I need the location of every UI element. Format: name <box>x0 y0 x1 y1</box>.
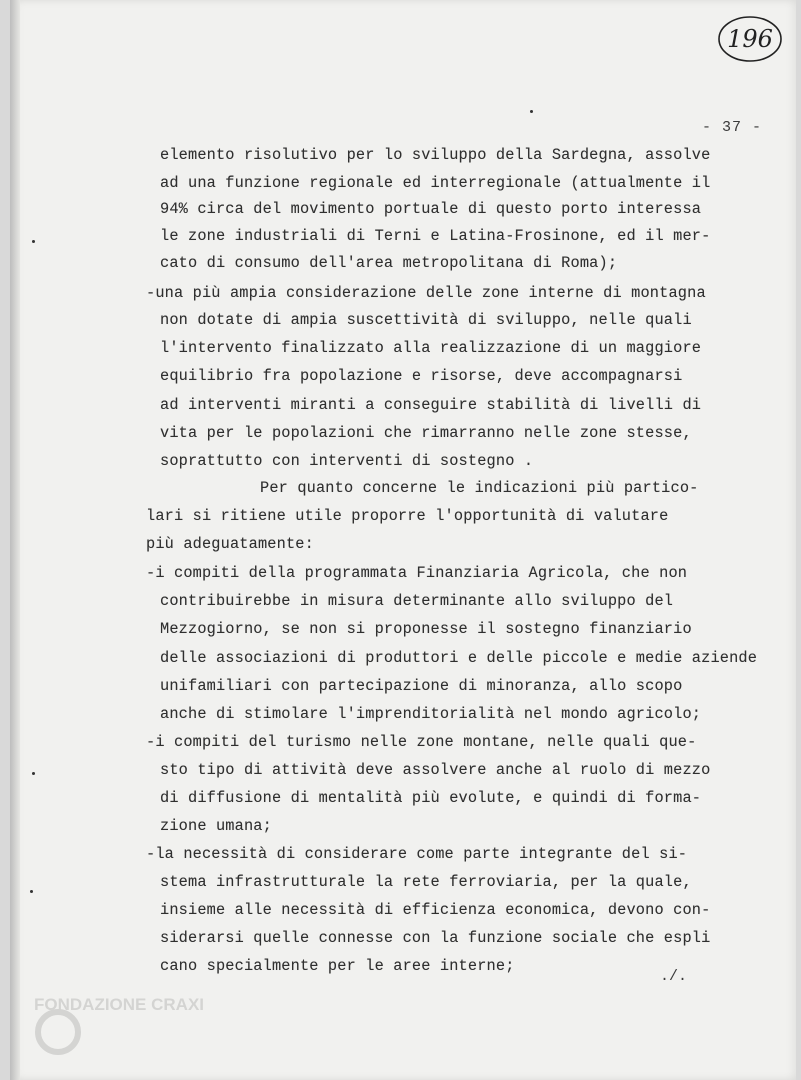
page-number: - 37 - <box>702 119 763 136</box>
archive-watermark <box>30 990 220 1060</box>
text-line: di diffusione di mentalità più evolute, e quindi di forma- <box>160 789 702 807</box>
text-line: -i compiti del turismo nelle zone montane, nelle quali que- <box>146 733 697 751</box>
watermark-text: FONDAZIONE CRAXI <box>34 995 204 1014</box>
text-line: cano specialmente per le aree interne; <box>160 957 515 975</box>
text-line: ad una funzione regionale ed interregionale (attualmente il <box>160 174 711 192</box>
text-line: unifamiliari con partecipazione di minoranza, allo scopo <box>160 677 683 695</box>
text-line: l'intervento finalizzato alla realizzazione di un maggiore <box>160 339 702 357</box>
text-line: anche di stimolare l'imprenditorialità nel mondo agricolo; <box>160 705 702 723</box>
text-line: le zone industriali di Terni e Latina-Frosinone, ed il mer- <box>160 227 711 245</box>
text-line: zione umana; <box>160 817 272 835</box>
ink-speck <box>530 110 533 113</box>
text-line: -la necessità di considerare come parte integrante del si- <box>146 845 688 863</box>
text-line: siderarsi quelle connesse con la funzione sociale che espli <box>160 929 711 947</box>
text-line: 94% circa del movimento portuale di questo porto interessa <box>160 200 702 218</box>
text-line: Per quanto concerne le indicazioni più partico- <box>260 479 699 497</box>
text-line: cato di consumo dell'area metropolitana di Roma); <box>160 254 618 272</box>
archive-number: 196 <box>727 25 773 53</box>
text-line: contribuirebbe in misura determinante allo sviluppo del <box>160 592 674 610</box>
text-line: equilibrio fra popolazione e risorse, deve accompagnarsi <box>160 367 683 385</box>
ink-speck <box>30 890 33 893</box>
ink-speck <box>32 772 35 775</box>
page-edge-shadow <box>10 0 20 1080</box>
text-line: -una più ampia considerazione delle zone interne di montagna <box>146 284 706 302</box>
text-line: Mezzogiorno, se non si proponesse il sostegno finanziario <box>160 620 692 638</box>
archive-stamp <box>717 14 783 64</box>
text-line: vita per le popolazioni che rimarranno nelle zone stesse, <box>160 424 692 442</box>
text-line: -i compiti della programmata Finanziaria Agricola, che non <box>146 564 688 582</box>
text-line: elemento risolutivo per lo sviluppo della Sardegna, assolve <box>160 146 711 164</box>
text-line: sto tipo di attività deve assolvere anche al ruolo di mezzo <box>160 761 711 779</box>
text-line: insieme alle necessità di efficienza economica, devono con- <box>160 901 711 919</box>
continuation-mark: ./. <box>660 968 688 985</box>
text-line: lari si ritiene utile proporre l'opportunità di valutare <box>146 507 669 525</box>
text-line: ad interventi miranti a conseguire stabilità di livelli di <box>160 396 702 414</box>
document-page <box>10 0 796 1080</box>
ink-speck <box>32 240 35 243</box>
text-line: stema infrastrutturale la rete ferroviaria, per la quale, <box>160 873 692 891</box>
text-line: più adeguatamente: <box>146 535 314 553</box>
text-line: non dotate di ampia suscettività di sviluppo, nelle quali <box>160 311 692 329</box>
text-line: delle associazioni di produttori e delle piccole e medie aziende <box>160 649 758 667</box>
text-line: soprattutto con interventi di sostegno . <box>160 452 534 470</box>
